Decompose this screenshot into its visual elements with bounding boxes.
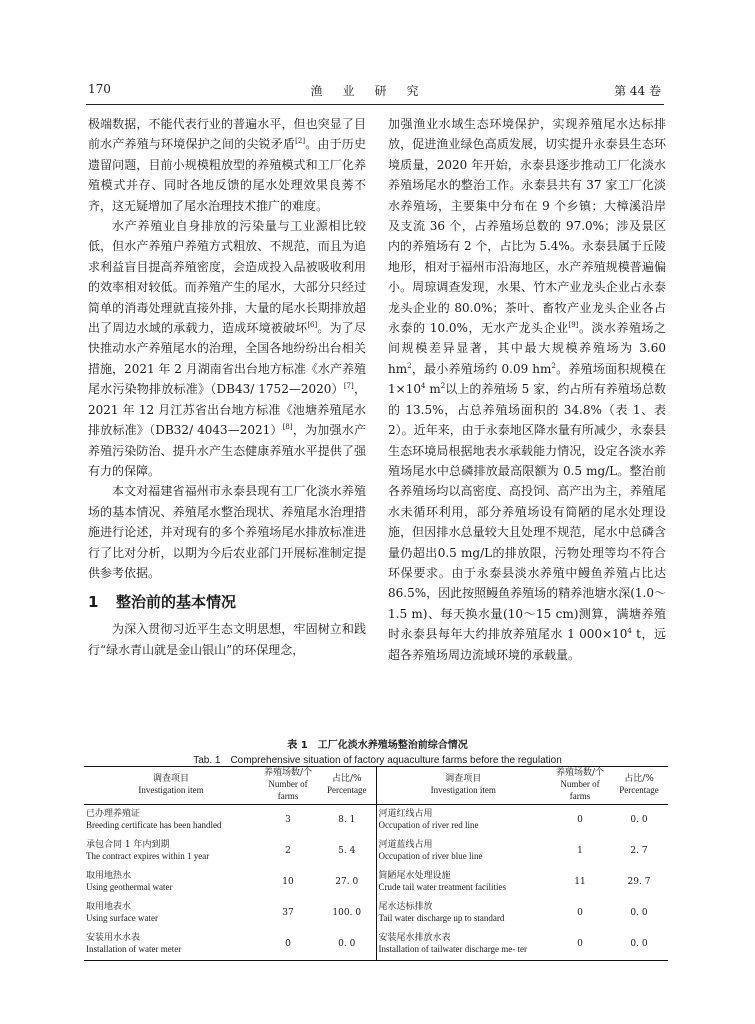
table-row <box>84 898 668 929</box>
table-cell-item: 取用地表水 Using surface water <box>86 902 158 923</box>
section-title: 整治前的基本情况 <box>116 593 237 612</box>
page-number: 170 <box>88 82 111 96</box>
table-cell-item: 简陋尾水处理设施 Crude tail water treatment facilities <box>376 867 550 898</box>
table-row <box>84 805 668 837</box>
table-cell-percentage: 29. 7 <box>627 877 651 887</box>
table-cell-item: 取用地热水 Using geothermal water <box>86 871 173 892</box>
table-caption-en: Tab. 1 Comprehensive situation of factory aquaculture farms before the regulation <box>193 755 562 766</box>
table-cell-number: 2 <box>285 846 291 856</box>
paragraph: 本文对福建省福州市永泰县现有工厂化淡水养殖场的基本情况、养殖尾水整治现状、养殖尾水治理措施进行论述，并对现有的多个养殖场尾水排放标准进行了比对分析，以期为今后农业部门开展标准制定提供参考依据。 <box>88 484 366 580</box>
section-number: 1 <box>88 593 99 612</box>
table-row <box>84 836 668 867</box>
header-number: 养殖场数/个 Number of farms <box>555 768 605 801</box>
volume-label: 第 44 卷 <box>614 84 661 98</box>
table-cell-number: 1 <box>577 846 583 856</box>
table-cell-number: 0 <box>577 939 583 949</box>
table-cell-percentage: 27. 0 <box>335 877 359 887</box>
section-heading <box>88 591 366 613</box>
table-cell-number: 11 <box>574 877 586 887</box>
table-cell-item: 河道红线占用 Occupation of river red line <box>376 805 550 837</box>
table-cell-percentage: 8. 1 <box>338 815 356 825</box>
table-cell-percentage: 0. 0 <box>630 939 648 949</box>
paragraph: 为深入贯彻习近平生态文明思想，牢固树立和践行“绿水青山就是金山银山”的环保理念， <box>88 622 366 657</box>
paragraph: 水产养殖业自身排放的污染量与工业源相比较低，但水产养殖户养殖方式粗放、不规范，而且为追求利益盲目提高养殖密度，会造成投入品被吸收利用的效率相对较低。而养殖产生的尾水，大部分只经过简单的消毒处理就直接外排，大量的尾水长期排放超出了周边水域的承载力，造成环境被破坏[6]。为了尽快推动水产养殖尾水的治理，全国各地纷纷出台相关措施，2021 年 2 月湖南省出台地方标准《水产养殖尾水污染物排放标准》（DB43/ 1752—2020）[7]，2021 年 12 月江苏省出台地方标准《池塘养殖尾水排放标准》（DB32/ 4043—2021）[8]，为加强水产养殖污染防治、提升水产生态健康养殖水平提供了强有力的保障。 <box>88 219 366 478</box>
left-column <box>88 114 366 660</box>
table-row <box>84 867 668 898</box>
citation[interactable]: [2] <box>295 137 306 146</box>
table-cell-percentage: 0. 0 <box>630 908 648 918</box>
table-cell-item: 承包合同 1 年内到期 The contract expires within 1 year <box>86 840 210 861</box>
header-number: 养殖场数/个 Number of farms <box>263 768 313 801</box>
header-percentage: 占比/% Percentage <box>327 774 367 795</box>
table-row <box>84 929 668 961</box>
journal-title: 渔业研究 <box>310 84 439 98</box>
header-item: 调查项目 Investigation item <box>138 774 204 795</box>
table-cell-item: 已办理养殖证 Breeding certificate has been handled <box>86 809 222 830</box>
table-cell-percentage: 0. 0 <box>630 815 648 825</box>
table-cell-number: 0 <box>577 908 583 918</box>
right-column <box>388 114 666 665</box>
paragraph: 极端数据，不能代表行业的普遍水平，但也突显了目前水产养殖与环境保护之间的尖锐矛盾[2]。由于历史遗留问题，目前小规模粗放型的养殖模式和工厂化养殖模式并存、同时各地反馈的尾水处理效果良莠不齐，这无疑增加了尾水治理技术推广的难度。 <box>88 117 366 213</box>
table-cell-percentage: 5. 4 <box>338 846 356 856</box>
page-header <box>88 82 661 102</box>
table-cell-percentage: 2. 7 <box>630 846 648 856</box>
table-cell-item: 河道蓝线占用 Occupation of river blue line <box>376 836 550 867</box>
table-cell-number: 0 <box>577 815 583 825</box>
table-cell-percentage: 100. 0 <box>332 908 362 918</box>
citation[interactable]: [9] <box>568 321 579 330</box>
table-cell-number: 10 <box>282 877 294 887</box>
data-table <box>84 766 668 961</box>
table-cell-number: 3 <box>285 815 291 825</box>
header-item: 调查项目 Investigation item <box>376 767 550 805</box>
table-cell-item: 尾水达标排放 Tail water discharge up to standard <box>376 898 550 929</box>
table-cell-item: 安装用水水表 Installation of water meter <box>86 933 182 954</box>
table-caption-cn: 表 1 工厂化淡水养殖场整治前综合情况 <box>287 740 468 751</box>
table-header-row <box>84 767 668 805</box>
citation[interactable]: [7] <box>343 382 354 391</box>
citation[interactable]: [8] <box>282 423 293 432</box>
table-cell-number: 37 <box>282 908 294 918</box>
header-percentage: 占比/% Percentage <box>619 774 659 795</box>
paragraph: 加强渔业水域生态环境保护，实现养殖尾水达标排放，促进渔业绿色高质发展，切实提升永泰县生态环境质量，2020 年开始，永泰县逐步推动工厂化淡水养殖场尾水的整治工作。永泰县共有 37 家工厂化淡水养殖场，主要集中分布在 9 个乡镇；大樟溪沿岸及支流 36 个，占养殖场总数的 97.0%；涉及景区内的养殖场有 2 个，占比为 5.4%。永泰县属于丘陵地形，相对于福州市沿海地区，水产养殖规模普遍偏小。周琼调查发现，水果、竹木产业龙头企业占永泰龙头企业的 80.0%；茶叶、畜牧产业龙头企业各占永泰的 10.0%，无水产龙头企业[9]。淡水养殖场之间规模差异显著，其中最大规模养殖场为 3.60 $hm^2$，最小养殖场约 0.09 $hm^2$。养殖场面积规模在 $1\times 10^4$ $m^2$以上的养殖场 5 家，约占所有养殖场总数的 13.5%，占总养殖场面积的 34.8%（表 1、表 2）。近年来，由于永泰地区降水量有所减少，永泰县生态环境局根据地表水承载能力情况，设定各淡水养殖场尾水中总磷排放最高限额为 0.5 mg/L。整治前各养殖场均以高密度、高投饲、高产出为主，养殖尾水未循环利用，部分养殖场设有简陋的尾水处理设施，但因排水总量较大且处理不规范，尾水中总磷含量仍超出0.5 mg/L的排放限，污物处理等均不符合环保要求。由于永泰县淡水养殖中鳗鱼养殖占比达 86.5%，因此按照鳗鱼养殖场的精养池塘水深(1.0～1.5 m)、每天换水量(10～15 cm)测算，满塘养殖时永泰县每年大约排放养殖尾水 1 $000\times 10^4$ t，远超各养殖场周边流域环境的承载量。 <box>388 117 666 662</box>
table-cell-percentage: 0. 0 <box>338 939 356 949</box>
citation[interactable]: [6] <box>307 321 318 330</box>
table-cell-item: 安装尾水排放水表 Installation of tailwater discharge me- ter <box>376 929 550 961</box>
table-cell-number: 0 <box>285 939 291 949</box>
header-rule <box>86 104 664 105</box>
